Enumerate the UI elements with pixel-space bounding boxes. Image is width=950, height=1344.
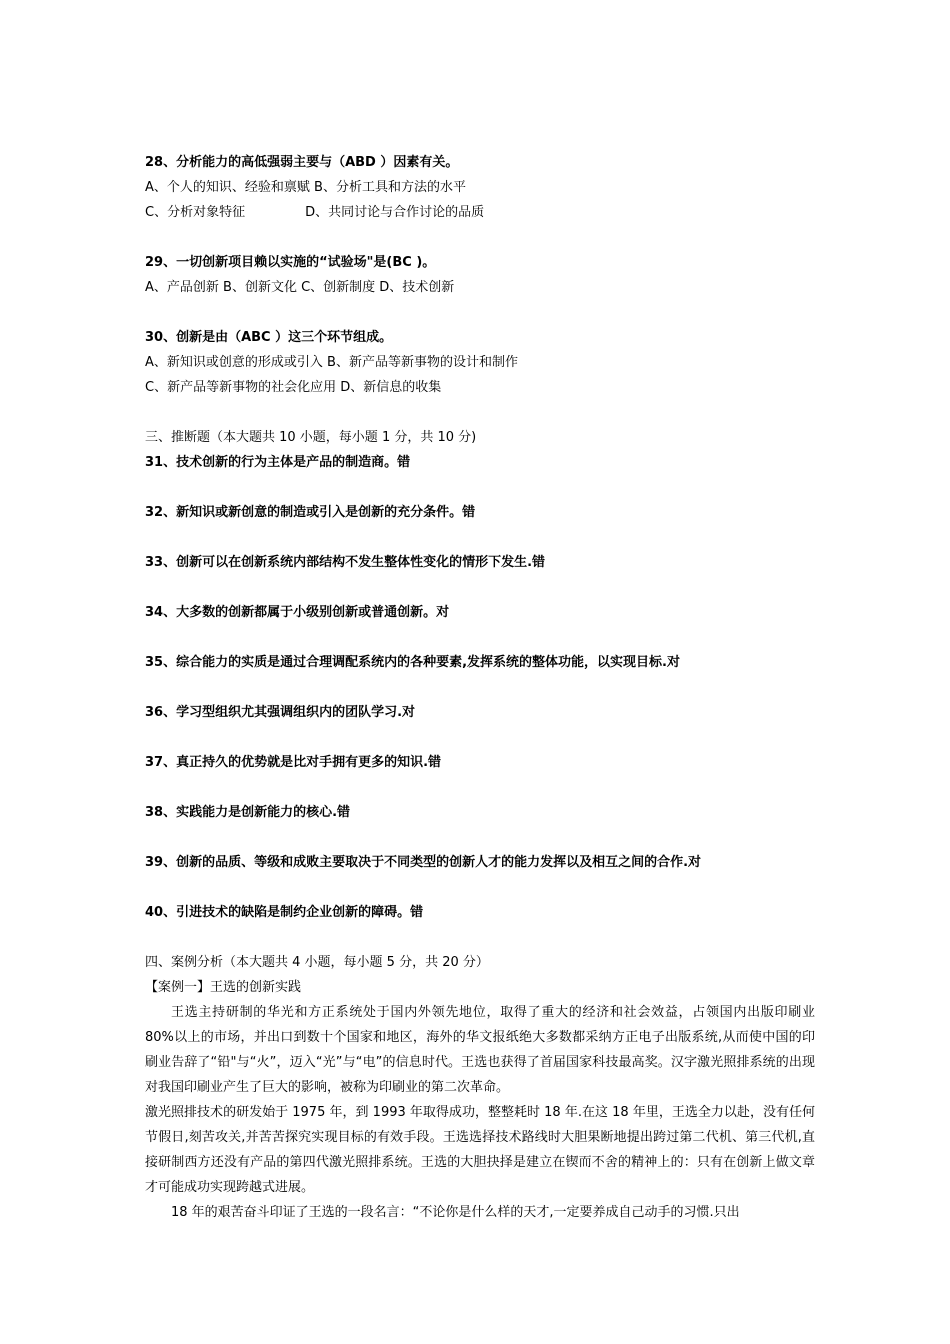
question-28-options-1: A、个人的知识、经验和禀赋 B、分析工具和方法的水平: [145, 180, 466, 195]
question-30-options-1: A、新知识或创意的形成或引入 B、新产品等新事物的设计和制作: [145, 355, 518, 370]
case-1-title: 【案例一】王选的创新实践: [145, 980, 302, 995]
judgement-item: 33、创新可以在创新系统内部结构不发生整体性变化的情形下发生.错: [145, 555, 546, 570]
section-3-heading: 三、推断题（本大题共 10 小题，每小题 1 分，共 10 分): [145, 430, 477, 445]
case-1-paragraph-3: 18 年的艰苦奋斗印证了王选的一段名言：“不论你是什么样的天才,一定要养成自己动手的习惯.只出: [171, 1205, 740, 1220]
case-1-paragraph-1: 王选主持研制的华光和方正系统处于国内外领先地位，取得了重大的经济和社会效益，占领国内出版印刷业 80%以上的市场，并出口到数十个国家和地区，海外的华文报纸绝大多数都采纳方正电子出版系统,从而使中国的印刷业告辞了“铅"与“火”，迈入“光”与“电”的信息时代。王选也获得了首届国家科技最高奖。汉字激光照排系统的出现对我国印刷业产生了巨大的影响，被称为印刷业的第二次革命。: [145, 1005, 815, 1095]
question-28-title: 28、分析能力的高低强弱主要与（ABD ）因素有关。: [145, 155, 459, 170]
judgement-item: 31、技术创新的行为主体是产品的制造商。错: [145, 455, 411, 470]
question-28-option-d: D、共同讨论与合作讨论的品质: [305, 205, 485, 220]
question-29-title: 29、一切创新项目赖以实施的“试验场"是(BC )。: [145, 255, 436, 270]
judgement-item: 39、创新的品质、等级和成败主要取决于不同类型的创新人才的能力发挥以及相互之间的合作.对: [145, 855, 702, 870]
question-29-options-1: A、产品创新 B、创新文化 C、创新制度 D、技术创新: [145, 280, 455, 295]
judgement-item: 38、实践能力是创新能力的核心.错: [145, 805, 351, 820]
judgement-item: 34、大多数的创新都属于小级别创新或普通创新。对: [145, 605, 450, 620]
question-28-options-2: [145, 200, 815, 225]
question-28-option-c: C、分析对象特征: [145, 205, 246, 220]
judgement-item: 37、真正持久的优势就是比对手拥有更多的知识.错: [145, 755, 442, 770]
judgement-item: 40、引进技术的缺陷是制约企业创新的障碍。错: [145, 905, 424, 920]
judgement-item: 32、新知识或新创意的制造或引入是创新的充分条件。错: [145, 505, 476, 520]
case-1-paragraph-2: 激光照排技术的研发始于 1975 年，到 1993 年取得成功，整整耗时 18 年.在这 18 年里，王选全力以赴，没有任何节假日,刻苦攻关,并苦苦探究实现目标的有效手段。王选选择技术路线时大胆果断地提出跨过第二代机、第三代机,直接研制西方还没有产品的第四代激光照排系统。王选的大胆抉择是建立在锲而不舍的精神上的：只有在创新上做文章才可能成功实现跨越式进展。: [145, 1105, 815, 1195]
section-4-heading: 四、案例分析（本大题共 4 小题，每小题 5 分，共 20 分）: [145, 955, 489, 970]
question-30-title: 30、创新是由（ABC ）这三个环节组成。: [145, 330, 393, 345]
judgement-item: 36、学习型组织尤其强调组织内的团队学习.对: [145, 705, 416, 720]
judgement-item: 35、综合能力的实质是通过合理调配系统内的各种要素,发挥系统的整体功能，以实现目标.对: [145, 655, 680, 670]
question-30-options-2: C、新产品等新事物的社会化应用 D、新信息的收集: [145, 380, 442, 395]
page-content: [145, 150, 815, 1225]
